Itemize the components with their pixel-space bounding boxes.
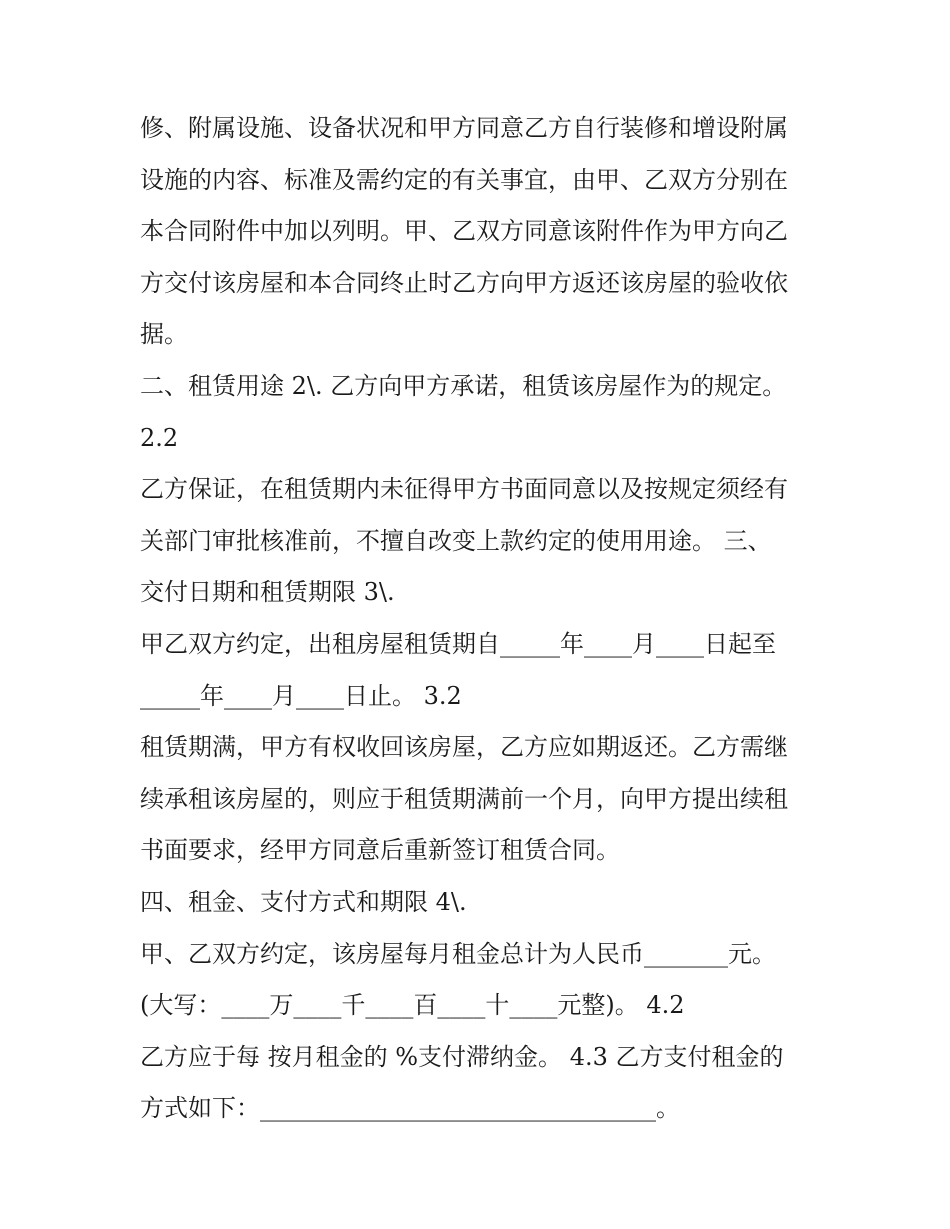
text-line: (大写：____万____千____百____十____元整)。 4.2 (140, 991, 685, 1020)
text-line: 方式如下：_________________________________。 (140, 1094, 680, 1123)
text-line: 续承租该房屋的，则应于租赁期满前一个月，向甲方提出续租 (140, 784, 788, 813)
text-line: 本合同附件中加以列明。甲、乙双方同意该附件作为甲方向乙 (140, 217, 788, 246)
text-line: 甲乙双方约定，出租房屋租赁期自_____年____月____日起至 (140, 629, 776, 658)
text-line: 甲、乙双方约定，该房屋每月租金总计为人民币_______元。 (140, 939, 776, 968)
contract-body-text (140, 103, 820, 1135)
text-line: 关部门审批核准前，不擅自改变上款约定的使用用途。 三、 (140, 526, 772, 555)
clause-number-line: 2.2 (140, 423, 179, 452)
text-line: _____年____月____日止。 3.2 (140, 681, 462, 710)
text-line: 乙方保证，在租赁期内未征得甲方书面同意以及按规定须经有 (140, 475, 788, 504)
text-line: 修、附属设施、设备状况和甲方同意乙方自行装修和增设附属 (140, 114, 788, 142)
text-line: 乙方应于每 按月租金的 %支付滞纳金。 4.3 乙方支付租金的 (140, 1042, 784, 1071)
section-heading-line: 四、租金、支付方式和期限 4\. (140, 887, 467, 916)
text-line: 据。 (140, 320, 188, 349)
text-line: 书面要求，经甲方同意后重新签订租赁合同。 (140, 836, 620, 865)
text-line: 方交付该房屋和本合同终止时乙方向甲方返还该房屋的验收依 (140, 268, 788, 297)
section-heading-line: 交付日期和租赁期限 3\. (140, 578, 395, 607)
text-line: 设施的内容、标准及需约定的有关事宜，由甲、乙双方分别在 (140, 165, 788, 194)
section-heading-line: 二、租赁用途 2\. 乙方向甲方承诺，租赁该房屋作为的规定。 (140, 371, 787, 400)
text-line: 租赁期满，甲方有权收回该房屋，乙方应如期返还。乙方需继 (140, 733, 788, 762)
